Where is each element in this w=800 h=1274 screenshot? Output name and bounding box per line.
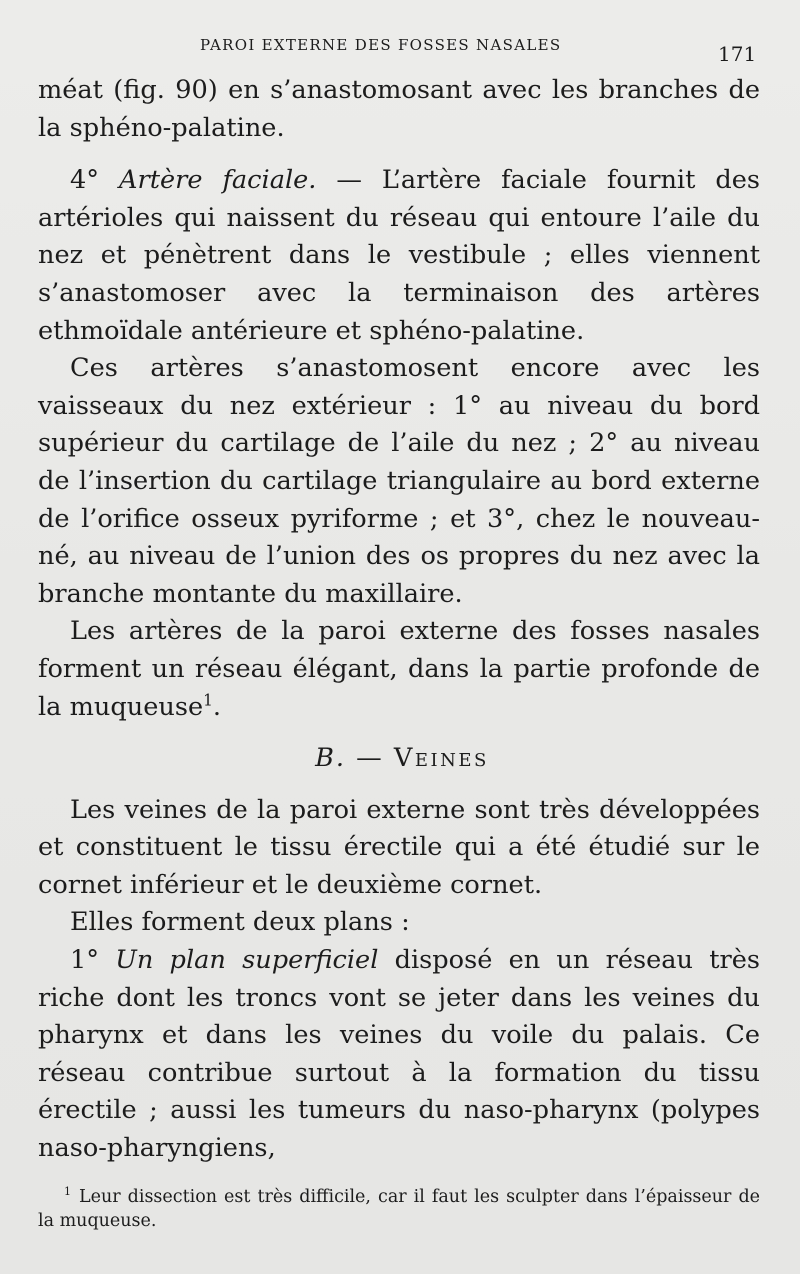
paragraph-superficial-plane [38,942,760,1168]
footnote [38,1185,760,1233]
paragraph-two-planes: Elles forment deux plans : [70,907,410,938]
paragraph-text: disposé en un réseau très riche dont les troncs vont se jeter dans les veines du pharynx et dans les veines du voile du palais. Ce réseau contribue surtout à la formation du tissu érectile ; aussi les tumeurs du naso-pharynx (polypes naso-pharyngiens, [38,945,760,1164]
paragraph-facial-artery [38,162,760,350]
page-number: 171 [718,42,757,66]
heading-word: Veines [393,743,489,774]
paragraph-end: . [212,691,222,722]
item-number: 4° [70,165,119,196]
heading-letter: B. [315,743,347,774]
footnote-mark: 1 [64,1185,71,1199]
paragraph-continuation: méat (fig. 90) en s’anastomosant avec les branches de la sphéno-palatine. [38,75,760,143]
section-heading-veines [38,740,760,778]
paragraph-text: — L’artère faciale fournit des artérioles qui naissent du réseau qui entoure l’aile du nez et pénètrent dans le vestibule ; elles viennent s’anastomoser avec la terminaison des artères ethmoïdale antérieure et sphéno-palatine. [38,165,760,346]
running-title: PAROI EXTERNE DES FOSSES NASALES [200,36,562,54]
paragraph-network [38,613,760,726]
paragraph-text: Les artères de la paroi externe des fosses nasales forment un réseau élégant, dans la partie profonde de la muqueuse [38,616,760,722]
paragraph-anastomoses: Ces artères s’anastomosent encore avec les vaisseaux du nez extérieur : 1° au niveau du bord supérieur du cartilage de l’aile du nez ; 2° au niveau de l’insertion du cartilage triangulaire au bord externe de l’orifice osseux pyriforme ; et 3°, chez le nouveau-né, au niveau de l’union des os propres du nez avec la branche montante du maxillaire. [38,353,760,609]
section-title-superficial-plane: Un plan superficiel [115,945,379,976]
footnote-reference: 1 [203,690,213,709]
section-title-facial-artery: Artère faciale. [119,165,317,196]
body-text [38,72,760,1168]
footnote-text: Leur dissection est très difficile, car il faut les sculpter dans l’épaisseur de la muqueuse. [38,1187,760,1231]
paragraph-veins-intro: Les veines de la paroi externe sont très développées et constituent le tissu érectile qui a été étudié sur le cornet inférieur et le deuxième cornet. [38,794,760,900]
heading-dash: — [346,743,394,774]
item-number: 1° [70,945,116,976]
